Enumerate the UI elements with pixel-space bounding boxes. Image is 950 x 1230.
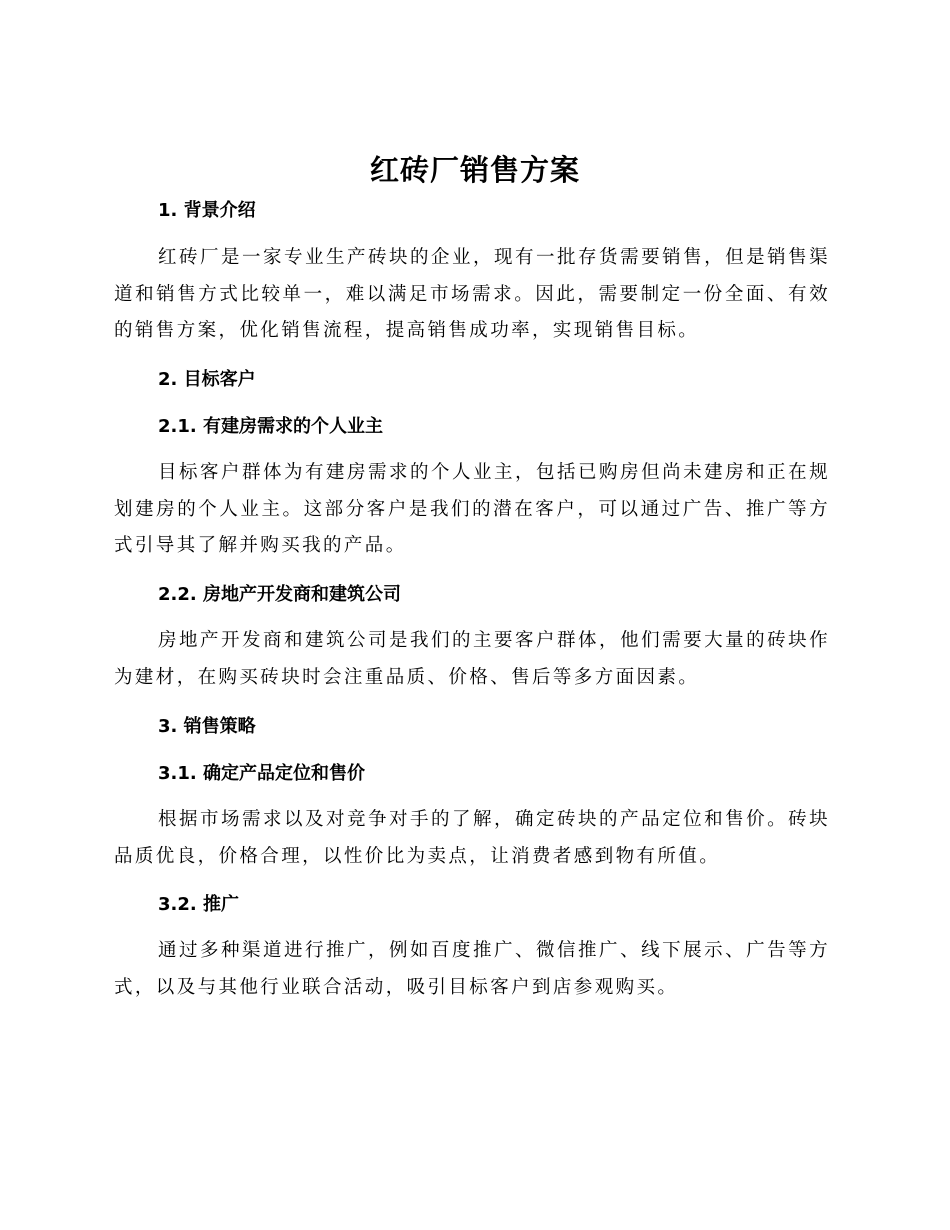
section-heading-background: 1. 背景介绍 xyxy=(158,200,256,221)
section-heading-target-customers: 2. 目标客户 xyxy=(158,369,256,390)
paragraph-individual-owners: 目标客户群体为有建房需求的个人业主，包括已购房但尚未建房和正在规划建房的个人业主。这部分客户是我们的潜在客户，可以通过广告、推广等方式引导其了解并购买我的产品。 xyxy=(114,462,830,556)
section-heading-sales-strategy: 3. 销售策略 xyxy=(158,716,256,737)
section-heading-developers: 2.2. 房地产开发商和建筑公司 xyxy=(158,584,401,605)
section-heading-promotion: 3.2. 推广 xyxy=(158,894,239,915)
paragraph-background: 红砖厂是一家专业生产砖块的企业，现有一批存货需要销售，但是销售渠道和销售方式比较单一，难以满足市场需求。因此，需要制定一份全面、有效的销售方案，优化销售流程，提高销售成功率，实现销售目标。 xyxy=(114,247,830,341)
document-title: 红砖厂销售方案 xyxy=(369,153,580,187)
paragraph-developers: 房地产开发商和建筑公司是我们的主要客户群体，他们需要大量的砖块作为建材，在购买砖块时会注重品质、价格、售后等多方面因素。 xyxy=(114,630,830,688)
section-heading-positioning-pricing: 3.1. 确定产品定位和售价 xyxy=(158,763,365,784)
paragraph-promotion: 通过多种渠道进行推广，例如百度推广、微信推广、线下展示、广告等方式，以及与其他行业联合活动，吸引目标客户到店参观购买。 xyxy=(114,940,830,998)
section-heading-individual-owners: 2.1. 有建房需求的个人业主 xyxy=(158,416,383,437)
paragraph-positioning-pricing: 根据市场需求以及对竞争对手的了解，确定砖块的产品定位和售价。砖块品质优良，价格合理，以性价比为卖点，让消费者感到物有所值。 xyxy=(114,809,830,867)
